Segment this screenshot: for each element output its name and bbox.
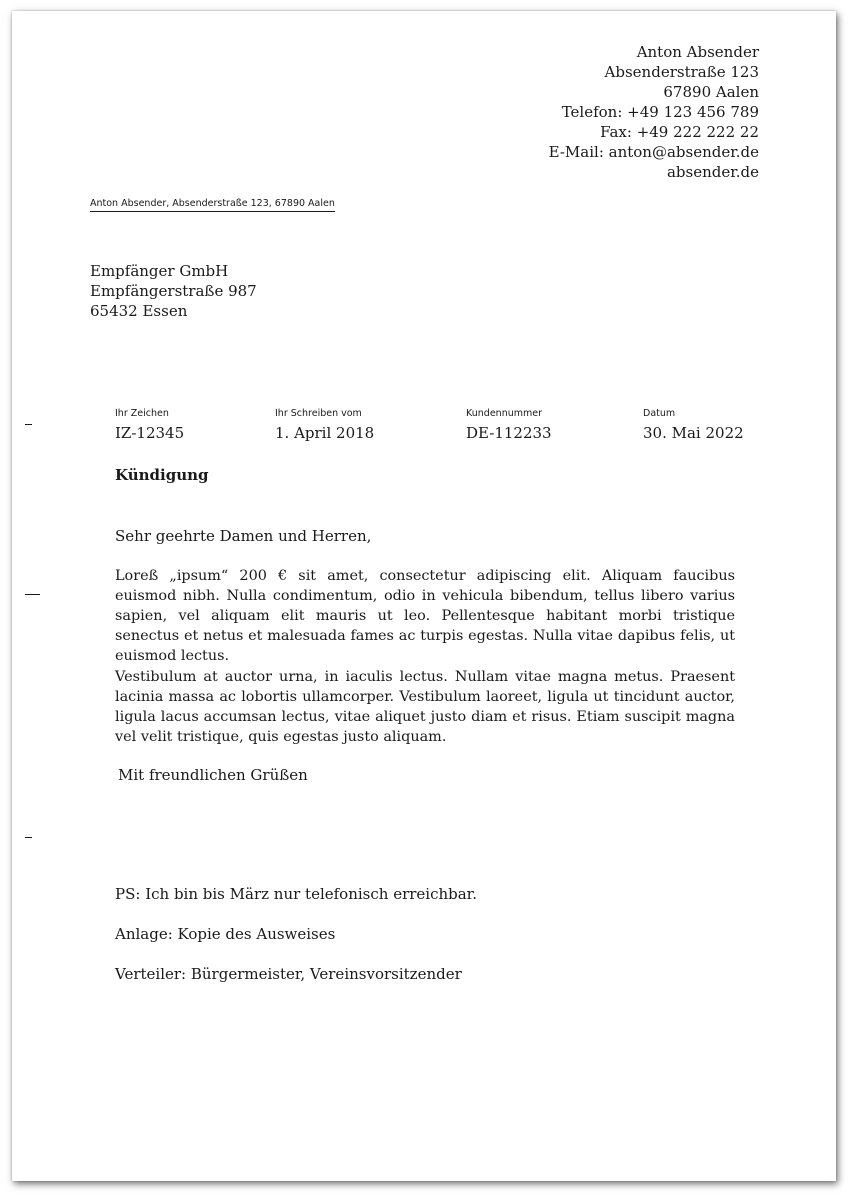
recipient-street: Empfängerstraße 987 bbox=[90, 282, 257, 300]
enclosure: Anlage: Kopie des Ausweises bbox=[115, 925, 336, 943]
recipient-city: 65432 Essen bbox=[90, 302, 188, 320]
body-paragraph: Loreß „ipsum“ 200 € sit amet, consectetur adipiscing elit. Aliquam faucibus euismod nibh. Nulla condimentum, odio in vehicula bibendum, tellus libero varius sapien, vel aliquam elit mauris ut leo. Pellentesque habitant morbi tristique senectus et netus et malesuada fames ac turpis egestas. Nulla vitae dapibus felis, ut euismod lectus. bbox=[115, 568, 735, 664]
fold-mark-bottom bbox=[25, 837, 32, 838]
sender-city: 67890 Aalen bbox=[663, 83, 759, 101]
punch-mark bbox=[25, 594, 40, 595]
sender-fax: Fax: +49 222 222 22 bbox=[600, 123, 759, 141]
postscript: PS: Ich bin bis März nur telefonisch erreichbar. bbox=[115, 885, 477, 903]
ref-value: 30. Mai 2022 bbox=[643, 424, 744, 442]
ref-field-ihr-zeichen bbox=[115, 408, 184, 443]
sender-address-block bbox=[549, 42, 759, 182]
sender-street: Absenderstraße 123 bbox=[604, 63, 759, 81]
ref-field-ihr-schreiben-vom bbox=[275, 408, 374, 443]
ref-label: Ihr Schreiben vom bbox=[275, 408, 362, 419]
ref-label: Datum bbox=[643, 408, 676, 419]
letter-page bbox=[12, 11, 836, 1181]
fold-mark-top bbox=[25, 424, 32, 425]
salutation: Sehr geehrte Damen und Herren, bbox=[115, 527, 372, 545]
distribution-list: Verteiler: Bürgermeister, Vereinsvorsitzender bbox=[115, 965, 462, 983]
ref-label: Kundennummer bbox=[466, 408, 542, 419]
sender-phone: Telefon: +49 123 456 789 bbox=[561, 103, 759, 121]
ref-field-datum bbox=[643, 408, 744, 443]
recipient-name: Empfänger GmbH bbox=[90, 262, 229, 280]
ref-value: 1. April 2018 bbox=[275, 424, 375, 442]
body-paragraph: Vestibulum at auctor urna, in iaculis lectus. Nullam vitae magna metus. Praesent lacinia massa ac lobortis ullamcorper. Vestibulum laoreet, ligula ut tincidunt auctor, ligula lacus accumsan lectus, vitae aliquet justo diam et risus. Etiam suscipit magna vel velit tristique, quis egestas justo aliquam. bbox=[115, 669, 735, 745]
recipient-address-block bbox=[90, 261, 257, 321]
return-address-line: Anton Absender, Absenderstraße 123, 67890 Aalen bbox=[90, 198, 335, 212]
ref-value: IZ-12345 bbox=[115, 424, 185, 442]
ref-field-kundennummer bbox=[466, 408, 552, 443]
sender-web: absender.de bbox=[666, 163, 759, 181]
sender-name: Anton Absender bbox=[636, 43, 759, 61]
closing: Mit freundlichen Grüßen bbox=[118, 766, 308, 784]
letter-subject: Kündigung bbox=[115, 466, 209, 484]
ref-value: DE-112233 bbox=[466, 424, 552, 442]
sender-email: E-Mail: anton@absender.de bbox=[548, 143, 759, 161]
ref-label: Ihr Zeichen bbox=[115, 408, 169, 419]
